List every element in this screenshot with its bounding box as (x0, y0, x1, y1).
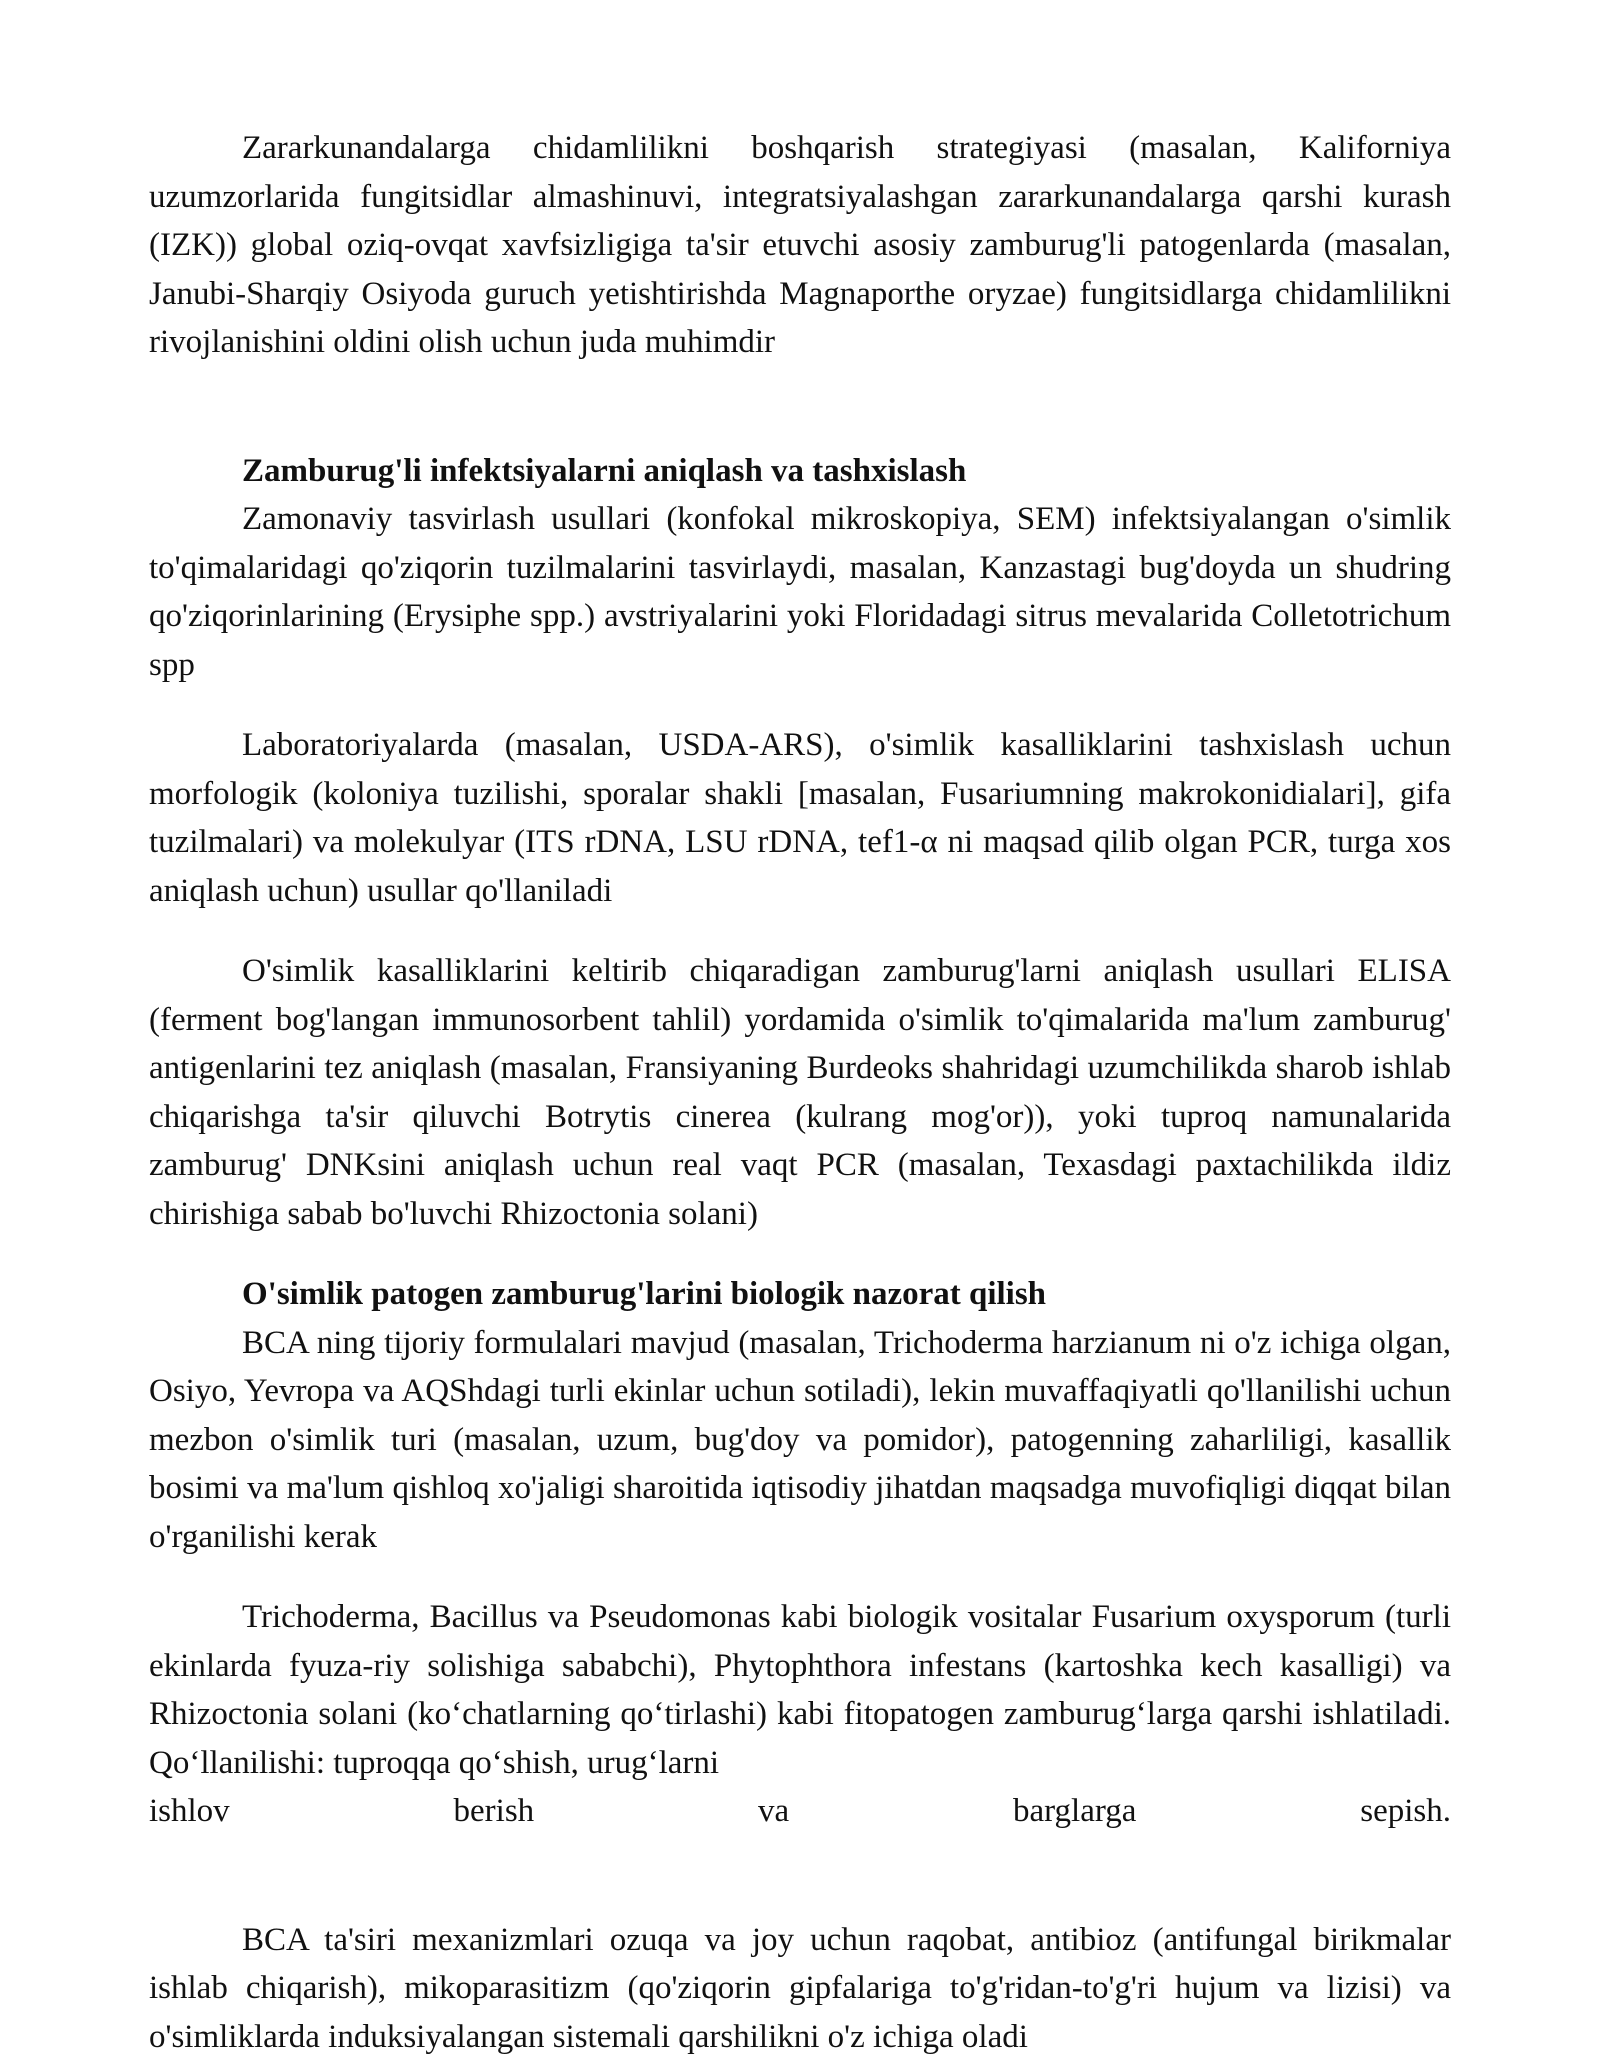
paragraph-imaging-methods: Zamonaviy tasvirlash usullari (konfokal mikroskopiya, SEM) infektsiyalangan o'simlik to'qimalaridagi qo'ziqorin tuzilmalarini tasvirlaydi, masalan, Kanzastagi bug'doyda un shudring qo'ziqorinlarining (Erysiphe spp.) avstriyalarini yoki Floridadagi sitrus mevalarida Colletotrichum spp (149, 501, 1451, 683)
paragraph-spacer (149, 1561, 1451, 1593)
section-heading-biocontrol: O'simlik patogen zamburug'larini biologik nazorat qilish (242, 1276, 1047, 1312)
paragraph-spacer (149, 915, 1451, 947)
paragraph-spacer (149, 1238, 1451, 1270)
document-body (149, 124, 1451, 2061)
section-heading-detection: Zamburug'li infektsiyalarni aniqlash va tashxislash (242, 452, 967, 489)
paragraph-spacer (149, 1836, 1451, 1916)
paragraph-resistance-management: Zararkunandalarga chidamlilikni boshqarish strategiyasi (masalan, Kaliforniya uzumzorlarida fungitsidlar almashinuvi, integratsiyalashgan zararkunandalarga qarshi kurash (IZK)) global oziq-ovqat xavfsizligiga ta'sir etuvchi asosiy zamburug'li patogenlarda (masalan, Janubi-Sharqiy Osiyoda guruch yetishtirishda Magnaporthe oryzae) fungitsidlarga chidamlilikni rivojlanishini oldini olish uchun juda muhimdir (149, 130, 1451, 360)
paragraph-spacer (149, 367, 1451, 447)
paragraph-bca-formulations: BCA ning tijoriy formulalari mavjud (masalan, Trichoderma harzianum ni o'z ichiga olgan, Osiyo, Yevropa va AQShdagi turli ekinlar uchun sotiladi), lekin muvaffaqiyatli qo'llanilishi uchun mezbon o'simlik turi (masalan, uzum, bug'doy va pomidor), patogenning zaharliligi, kasallik bosimi va ma'lum qishloq xo'jaligi sharoitida iqtisodiy jihatdan maqsadga muvofiqligi diqqat bilan o'rganilishi kerak (149, 1324, 1451, 1555)
paragraph-biological-agents: Trichoderma, Bacillus va Pseudomonas kabi biologik vositalar Fusarium oxysporum (turli ekinlarda fyuza-riy solishiga sababchi), Phytophthora infestans (kartoshka kech kasalligi) va Rhizoctonia solani (ko‘chatlarning qo‘tirlashi) kabi fitopatogen zamburug‘larga qarshi ishlatiladi. Qo‘llanilishi: tuproqqa qo‘shish, urug‘larni (149, 1599, 1451, 1781)
paragraph-spacer (149, 689, 1451, 721)
paragraph-elisa-pcr: O'simlik kasalliklarini keltirib chiqaradigan zamburug'larni aniqlash usullari ELISA (ferment bog'langan immunosorbent tahlil) yordamida o'simlik to'qimalarida ma'lum zamburug' antigenlarini tez aniqlash (masalan, Fransiyaning Burdeoks shahridagi uzumchilikda sharob ishlab chiqarishga ta'sir qiluvchi Botrytis cinerea (kulrang mog'or)), yoki tuproq namunalarida zamburug' DNKsini aniqlash uchun real vaqt PCR (masalan, Texasdagi paxtachilikda ildiz chirishiga sabab bo'luvchi Rhizoctonia solani) (149, 953, 1451, 1232)
paragraph-biological-agents-last-line: ishlov berish va barglarga sepish. (149, 1793, 1451, 1829)
paragraph-bca-mechanisms: BCA ta'siri mexanizmlari ozuqa va joy uchun raqobat, antibioz (antifungal birikmalar ishlab chiqarish), mikoparasitizm (qo'ziqorin gipfalariga to'g'ridan-to'g'ri hujum va lizisi) va o'simliklarda induksiyalangan sistemali qarshilikni o'z ichiga oladi (149, 1921, 1451, 2055)
paragraph-laboratory-methods: Laboratoriyalarda (masalan, USDA-ARS), o'simlik kasalliklarini tashxislash uchun morfologik (koloniya tuzilishi, sporalar shakli [masalan, Fusariumning makrokonidialari], gifa tuzilmalari) va molekulyar (ITS rDNA, LSU rDNA, tef1-α ni maqsad qilib olgan PCR, turga xos aniqlash uchun) usullar qo'llaniladi (149, 727, 1451, 909)
